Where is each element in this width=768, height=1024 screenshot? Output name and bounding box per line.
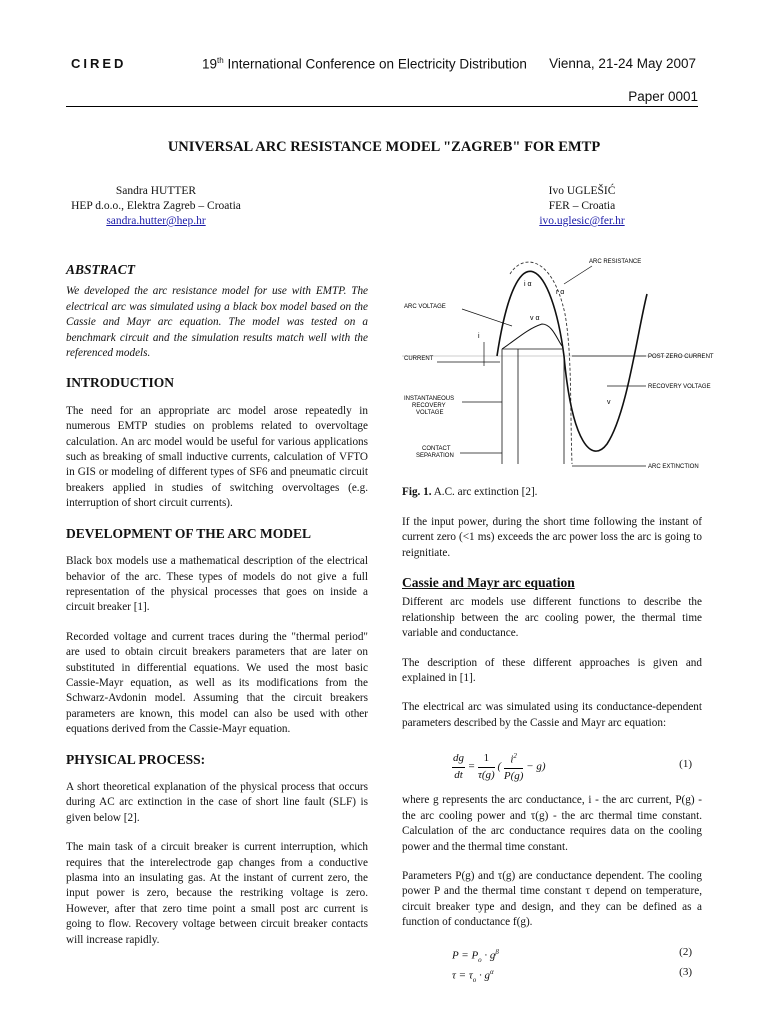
development-paragraph: Recorded voltage and current traces during the "thermal period" are used to obtain circuit breakers parameters that are later on substituted in differential equations. We used the most basic Cassie-Mayr equation, as well as its modifications from the Schwarz-Avdonin model. Assuming that the circuit breakers parameters are known, this model can also be used with other equations derived from the Cassie-Mayr equation. — [66, 630, 368, 736]
author-affiliation: FER – Croatia — [548, 200, 616, 212]
right-paragraph: Different arc models use different functions to describe the relationship between the arc cooling power, the thermal time variable and conductance. — [402, 596, 702, 640]
development-heading: DEVELOPMENT OF THE ARC MODEL — [66, 525, 312, 541]
physical-process-heading: PHYSICAL PROCESS: — [66, 751, 206, 767]
label-instantaneous: INSTANTANEOUS — [404, 396, 455, 402]
equation-1: $\frac{dg}{dt}$ = $\frac{1}{\tau(g)}$ ( $\frac{i^2}{P(g)}$ − g) (1) — [402, 745, 702, 783]
author-affiliation: HEP d.o.o., Elektra Zagreb – Croatia — [71, 200, 241, 212]
author-email-link[interactable]: ivo.uglesic@fer.hr — [539, 215, 625, 227]
introduction-text: The need for an appropriate arc model arose repeatedly in numerous EMTP studies on problems related to overvoltage calculation. An arc model would be useful for various applications such as breaking of small inductive currents, calculation of VFTO in GIS or modeling of different types of SF6 and pneumatic circuit breakers applied in studies of switching overvoltages (e.g. interruption of short circuit currents). — [66, 404, 368, 510]
current-curve — [497, 271, 647, 451]
equation-number: (3) — [679, 965, 692, 978]
label-voltage: VOLTAGE — [416, 410, 444, 416]
left-column — [66, 262, 368, 962]
author-block — [498, 184, 666, 229]
cassie-mayr-heading: Cassie and Mayr arc equation — [402, 575, 575, 591]
right-paragraph: where g represents the arc conductance, i - the arc current, P(g) - the arc cooling power and τ(g) - the arc thermal time constant. Calculation of the arc conductance requires data on the cooling power and the thermal time constant. — [402, 794, 702, 853]
author-name: Sandra HUTTER — [115, 185, 197, 197]
label-recovery-voltage: RECOVERY VOLTAGE — [648, 384, 711, 390]
author-email-link[interactable]: sandra.hutter@hep.hr — [106, 215, 206, 227]
right-column — [402, 259, 714, 985]
label-r-alpha: r α — [556, 289, 565, 296]
right-paragraph: If the input power, during the short time following the instant of current zero (<1 ms) exceeds the arc power loss the arc is going to reignitiate. — [402, 515, 702, 559]
equation-number: (1) — [679, 758, 692, 771]
paper-title: UNIVERSAL ARC RESISTANCE MODEL "ZAGREB" FOR EMTP — [167, 139, 601, 155]
right-paragraph: The electrical arc was simulated using its conductance-dependent parameters described by the Cassie and Mayr arc equation: — [402, 701, 702, 729]
right-paragraph: The description of these different approaches is given and explained in [1]. — [402, 656, 702, 685]
introduction-heading: INTRODUCTION — [66, 375, 175, 391]
label-current: CURRENT — [404, 356, 434, 362]
label-arc-extinction: ARC EXTINCTION — [648, 464, 699, 470]
right-paragraph: Parameters P(g) and τ(g) are conductance dependent. The cooling power P and the thermal time constant τ depend on temperature, circuit breaker type and design, and they can be defined as a function of conductance f(g). — [402, 869, 702, 929]
abstract-text: We developed the arc resistance model for use with EMTP. The electrical arc was simulated using a black box model based on the Cassie and Mayr arc equation. The model was tested on a benchmark circuit and the simulation results match well with the referenced models. — [66, 285, 368, 360]
label-v-alpha: v α — [530, 315, 540, 322]
header-rule — [66, 106, 698, 107]
author-name: Ivo UGLEŠIĆ — [548, 185, 616, 197]
development-paragraph: Black box models use a mathematical description of the electrical behavior of the arc. These types of models do not give a full representation of the physical processes that goes on inside a circuit breaker [1]. — [66, 555, 368, 614]
label-recovery: RECOVERY — [412, 403, 446, 409]
physical-process-paragraph: The main task of a circuit breaker is current interruption, which requires that the interelectrode gap changes from a conductive plasma into an insulating gas. At the instant of current zero, the input power is zero, because the restriking voltage is zero. However, after that zero time point a small post arc current is going to flow. Recovery voltage between circuit breaker contacts will increase rapidly. — [66, 841, 368, 946]
conference-name: 19th International Conference on Electricity Distribution — [202, 56, 527, 72]
label-arc-voltage: ARC VOLTAGE — [404, 304, 446, 310]
label-contact: CONTACT — [422, 446, 451, 452]
page-header — [66, 56, 698, 76]
equation-number: (2) — [679, 945, 692, 958]
equation-3: $\tau = \tau_o \cdot g^\alpha$ (3) — [452, 965, 692, 984]
conference-venue: Vienna, 21-24 May 2007 — [549, 56, 696, 71]
physical-process-paragraph: A short theoretical explanation of the physical process that occurs during AC arc extinction in the case of short line fault (SLF) is given below [2]. — [66, 780, 368, 824]
label-post-zero-current: POST ZERO CURRENT — [648, 354, 714, 360]
arc-voltage-curve — [502, 324, 562, 349]
author-block — [70, 184, 242, 229]
label-i: i — [478, 333, 480, 340]
label-i-alpha: i α — [524, 281, 532, 288]
figure-caption: Fig. 1. A.C. arc extinction [2]. — [402, 486, 538, 499]
arc-extinction-figure — [402, 254, 714, 474]
leader-arc-resistance — [564, 266, 592, 284]
abstract-heading: ABSTRACT — [66, 262, 136, 277]
equation-2: $P = P_o \cdot g^\beta$ (2) — [452, 945, 692, 964]
label-separation: SEPARATION — [416, 453, 454, 459]
label-v: v — [607, 399, 611, 406]
paper-number: Paper 0001 — [628, 89, 698, 104]
label-arc-resistance: ARC RESISTANCE — [589, 259, 642, 265]
organization-name: CIRED — [71, 56, 127, 71]
